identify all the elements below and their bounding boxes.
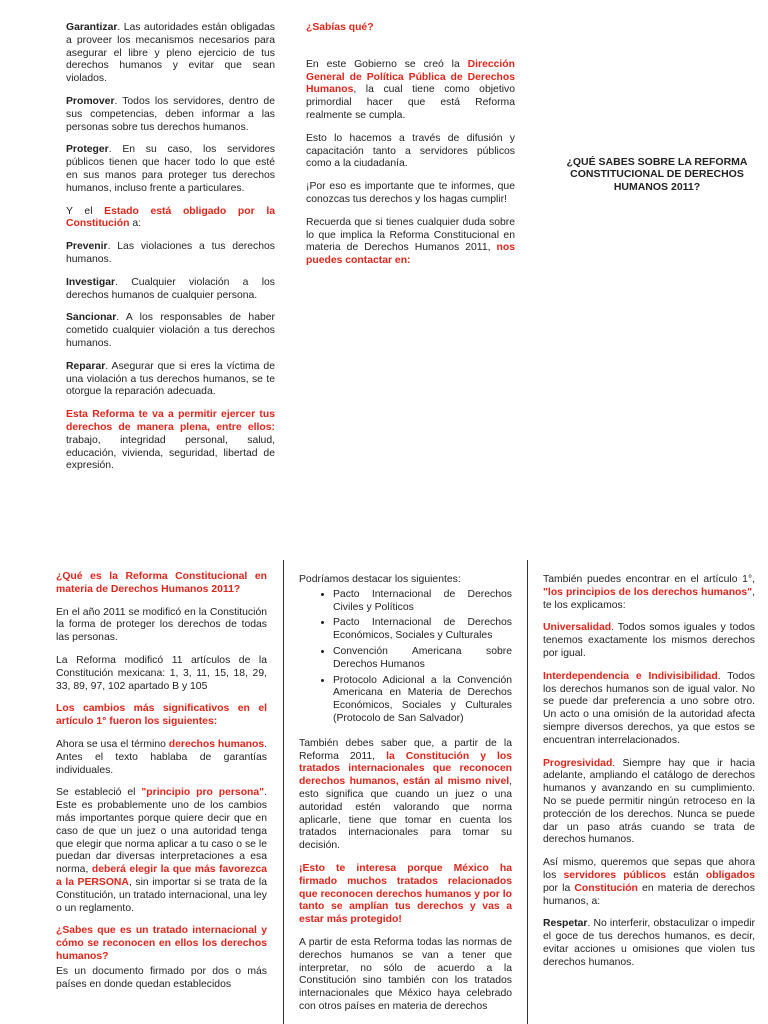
paragraph-termino-derechos-humanos: Ahora se usa el término derechos humanos. Antes el texto hablaba de garantías individuales. [56,738,267,776]
term-prevenir: Prevenir [66,241,108,253]
term-garantizar: Garantizar [66,22,118,33]
paragraph-reforma-derechos: Esta Reforma te va a permitir ejercer tus derechos de manera plena, entre ellos: trabajo, integridad personal, salud, educación, vivienda, seguridad, libertad de expresión. [66,409,275,472]
heading-cambios-significativos: Los cambios más significativos en el artículo 1° fueron los siguientes: [56,703,267,728]
paragraph-direccion-general: En este Gobierno se creó la Dirección General de Política Pública de Derechos Humanos, la cual tiene como objetivo primordial hacer que está Reforma realmente se cumpla. [306,58,515,121]
term-sancionar: Sancionar [66,312,117,324]
list-item: • Pacto Internacional de Derechos Civiles y Políticos [333,589,512,615]
cover-title: ¿QUÉ SABES SOBRE LA REFORMA CONSTITUCIONAL DE DERECHOS HUMANOS 2011? [566,156,748,193]
paragraph-progresividad: Progresividad. Siempre hay que ir hacia adelante, ampliando el catálogo de derechos humanos y avanzando en su cumplimiento. No se puede permitir ningún retroceso en la protección de los derechos. Nunca se puede dar un paso atrás cuando se trata de derechos humanos. [543,757,755,846]
column-principios [543,574,755,980]
paragraph-mismo-nivel: También debes saber que, a partir de la Reforma 2011, la Constitución y los tratados internacionales que reconocen derechos humanos, están al mismo nivel, esto significa que cuando un juez o una autoridad estén valorando que norma aplicarle, tiene que tomar en cuenta los tratados internacionales para tomar su decisión. [299,737,512,852]
term-reparar: Reparar [66,360,106,372]
column-sabias-que [306,22,515,278]
term-interdependencia: Interdependencia e Indivisibilidad [543,670,718,682]
term-promover: Promover [66,95,115,107]
paragraph-difusion: Esto lo hacemos a través de difusión y capacitación tanto a servidores públicos como a la ciudadanía. [306,132,515,170]
paragraph-principios-intro: También puedes encontrar en el artículo 1°, "los principios de los derechos humanos", te los explicamos: [543,574,755,611]
paragraph-sancionar: Sancionar. A los responsables de haber cometido cualquier violación a tus derechos humanos. [66,312,275,349]
term-respetar: Respetar [543,918,588,930]
paragraph-estado-obligado: Y el Estado está obligado por la Constitución a: [66,205,275,230]
paragraph-interdependencia: Interdependencia e Indivisibilidad. Todos los derechos humanos son de igual valor. No se puede dar preferencia a uno sobre otro. Un acto o una omisión de la autoridad afecta siempre diversos derechos, ya que estos se encuentran interrelacionados. [543,670,755,746]
paragraph-garantizar: Garantizar. Las autoridades están obligadas a proveer los mecanismos necesarios para asegurar el libre y pleno ejercicio de tus derechos humanos y evitar que sean violados. [66,22,275,85]
column-tratados [299,574,512,1024]
paragraph-ano-2011: En el año 2011 se modificó en la Constitución la forma de proteger los derechos de todas las personas. [56,606,267,644]
term-progresividad: Progresividad [543,757,613,769]
list-item: • Pacto Internacional de Derechos Económicos, Sociales y Culturales [333,617,512,643]
column-obligations [66,22,275,483]
term-universalidad: Universalidad [543,622,612,634]
paragraph-investigar: Investigar. Cualquier violación a los derechos humanos de cualquier persona. [66,276,275,301]
heading-tratado-internacional: ¿Sabes que es un tratado internacional y cómo se reconocen en ellos los derechos humanos? [56,925,267,962]
column-que-es-la-reforma [56,571,267,1001]
heading-que-es-la-reforma: ¿Qué es la Reforma Constitucional en materia de Derechos Humanos 2011? [56,571,267,595]
paragraph-reparar: Reparar. Asegurar que si eres la víctima de una violación a tus derechos humanos, se te otorgue la reparación adecuada. [66,360,275,398]
term-investigar: Investigar [66,276,116,288]
paragraph-universalidad: Universalidad. Todos somos iguales y todos tenemos exactamente los mismos derechos por igual. [543,622,755,659]
paragraph-mexico-tratados: ¡Esto te interesa porque México ha firmado muchos tratados relacionados que reconocen derechos humanos y por lo tanto se amplían tus derechos y vas a estar más protegido! [299,862,512,926]
paragraph-contacto: Recuerda que si tienes cualquier duda sobre lo que implica la Reforma Constitucional en materia de Derechos Humanos 2011, nos puedes contactar en: [306,216,515,267]
paragraph-destacar: Podríamos destacar los siguientes: [299,574,461,585]
paragraph-promover: Promover. Todos los servidores, dentro de sus competencias, deben informar a las personas sobre tus derechos humanos. [66,95,275,133]
column-divider-right [527,560,528,1024]
heading-sabias-que: ¿Sabías qué? [306,22,374,33]
term-proteger: Proteger [66,144,109,156]
paragraph-principio-pro-persona: Se estableció el "principio pro persona". Este es probablemente uno de los cambios más importantes porque quiere decir que en caso de que un juez o una autoridad tenga que elegir que norma aplicar a tu caso o se le puedan dar diversas interpretaciones a esa norma, deberá elegir la que más favorezca a la PERSONA, sin importar si se trata de la Constitución, un tratado internacional, una ley o un reglamento. [56,787,268,914]
list-item: • Protocolo Adicional a la Convención Americana en Materia de Derechos Económicos, Sociales y Culturales (Protocolo de San Salvador) [333,675,512,726]
paragraph-tratado-definicion: Es un documento firmado por dos o más países en donde quedan establecidos [56,965,267,990]
column-divider-left [283,560,284,1024]
list-item: • Convención Americana sobre Derechos Humanos [333,646,512,672]
paragraph-servidores-obligados: Así mismo, queremos que sepas que ahora los servidores públicos están obligados por la Constitución en materia de derechos humanos, a: [543,857,755,907]
paragraph-articulos: La Reforma modificó 11 artículos de la Constitución mexicana: 1, 3, 11, 15, 18, 29, 33, 89, 97, 102 apartado B y 105 [56,654,267,692]
treaty-list [299,589,512,726]
paragraph-proteger: Proteger. En su caso, los servidores públicos tienen que hacer todo lo que esté en sus manos para proteger tus derechos humanos, incluso frente a particulares. [66,144,275,194]
paragraph-prevenir: Prevenir. Las violaciones a tus derechos humanos. [66,241,275,265]
paragraph-informate: ¡Por eso es importante que te informes, que conozcas tus derechos y los hagas cumplir! [306,181,515,205]
paragraph-interpretacion: A partir de esta Reforma todas las normas de derechos humanos se van a tener que interpretar, no sólo de acuerdo a la Constitución sino también con los tratados internacionales que México haya celebrado con otros países en materia de derechos [299,936,512,1012]
paragraph-respetar: Respetar. No interferir, obstaculizar o impedir el goce de tus derechos humanos, es decir, evitar acciones u omisiones que violen tus derechos humanos. [543,918,755,968]
